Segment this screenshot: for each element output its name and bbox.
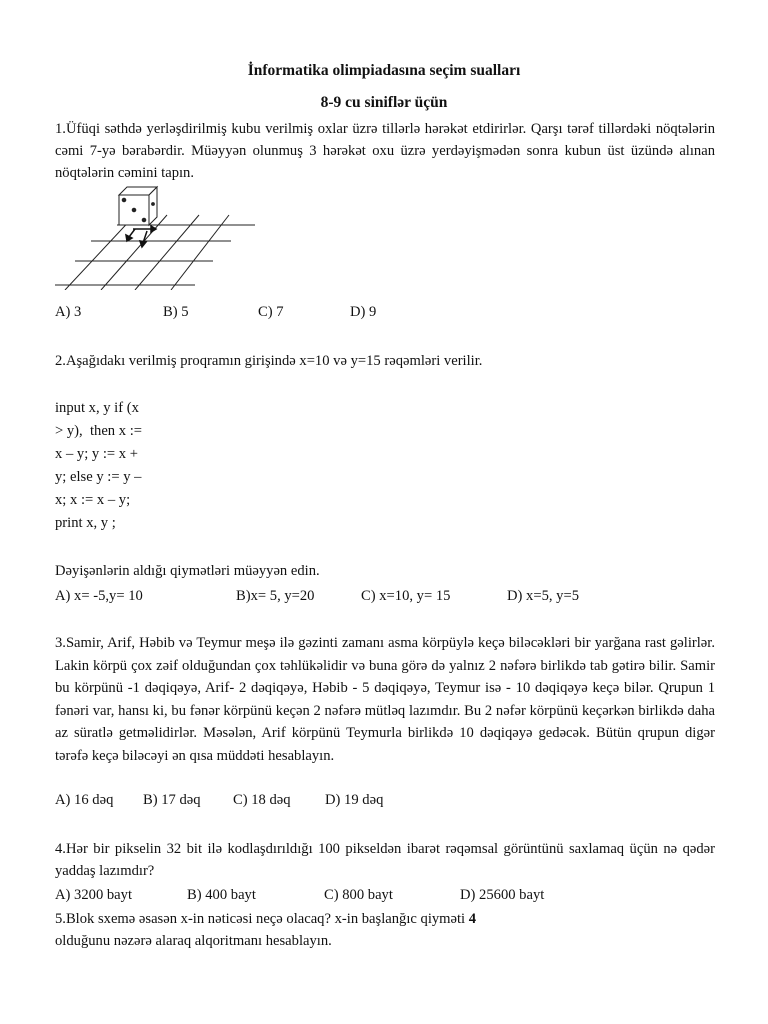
question-5-line-1 bbox=[55, 908, 476, 930]
question-3-text: 3.Samir, Arif, Həbib və Teymur meşə ilə gəzinti zamanı asma körpüylə keçə biləcəkləri bir yarğana rast gəlirlər. Lakin körpü çox zəif olduğundan çox təhlükəlidir və buna görə də yalnız 2 nəfərə birlikdə tab gətirə bilir. Samir bu körpünü -1 dəqiqəyə, Arif- 2 dəqiqəyə, Həbib - 5 dəqiqəyə, Teymur isə - 10 dəqiqəyə keçə bilər. Qrupun 1 fənəri var, hansı ki, bu fənər körpünü keçən 2 nəfərə mütləq lazımdır. Bu 2 nəfər körpünü keçərkən birlikdə daha az süratlə getməlidirlər. Məsələn, Arif körpünü Teymurla birlikdə 10 dəqiqəyə gedəcək. Bütün qrupun digər tərəfə keçə biləcəyi ən qısa müddəti hesablayın. bbox=[55, 635, 715, 764]
q2-option-c[interactable]: C) x=10, y= 15 bbox=[361, 588, 451, 604]
q1-option-c[interactable]: C) 7 bbox=[258, 304, 284, 320]
question-2-text: 2.Aşağıdakı verilmiş proqramın girişində x=10 və y=15 rəqəmləri verilir. bbox=[55, 353, 483, 369]
q3-option-a[interactable]: A) 16 dəq bbox=[55, 792, 114, 808]
question-1-text: 1.Üfüqi səthdə yerləşdirilmiş kubu verilmiş oxlar üzrə tillərlə hərəkət etdirirlər. Qarşı tərəf tillərdəki nöqtələrin cəmi 7-yə bərabərdir. Müəyyən olunmuş 3 hərəkət oxu üzrə yerdəyişmədən sonra kubun üst üzündə alınan nöqtələrin cəmini tapın. bbox=[55, 121, 715, 181]
q4-option-c[interactable]: C) 800 bayt bbox=[324, 887, 393, 903]
code-line-4: y; else y := y – bbox=[55, 469, 142, 485]
grid-lines bbox=[55, 215, 255, 290]
q4-option-b[interactable]: B) 400 bayt bbox=[187, 887, 256, 903]
cube-icon bbox=[119, 187, 157, 225]
q3-option-d[interactable]: D) 19 dəq bbox=[325, 792, 384, 808]
q1-option-a[interactable]: A) 3 bbox=[55, 304, 82, 320]
document-title: İnformatika olimpiadasına seçim sualları bbox=[247, 62, 521, 79]
question-2-prompt: Dəyişənlərin aldığı qiymətləri müəyyən edin. bbox=[55, 563, 320, 579]
question-5-initial-value: 4 bbox=[468, 911, 477, 927]
q1-option-b[interactable]: B) 5 bbox=[163, 304, 189, 320]
q2-option-a[interactable]: A) x= -5,y= 10 bbox=[55, 588, 143, 604]
cube-grid-figure bbox=[55, 185, 265, 290]
code-line-1: input x, y if (x bbox=[55, 400, 139, 416]
q4-option-a[interactable]: A) 3200 bayt bbox=[55, 887, 133, 903]
document-subtitle: 8-9 cu siniflər üçün bbox=[320, 94, 448, 111]
q4-option-d[interactable]: D) 25600 bayt bbox=[460, 887, 545, 903]
code-line-5: x; x := x – y; bbox=[55, 492, 131, 508]
question-4-text: 4.Hər bir pikselin 32 bit ilə kodlaşdırıldığı 100 pikseldən ibarət rəqəmsal görüntünü saxlamaq üçün nə qədər yaddaş lazımdır? bbox=[55, 841, 715, 879]
movement-arrows-icon bbox=[126, 226, 156, 247]
question-5-line-2: olduğunu nəzərə alaraq alqoritmanı hesablayın. bbox=[55, 933, 332, 949]
code-line-6: print x, y ; bbox=[55, 515, 116, 531]
q1-option-d[interactable]: D) 9 bbox=[350, 304, 377, 320]
q3-option-c[interactable]: C) 18 dəq bbox=[233, 792, 291, 808]
code-line-3: x – y; y := x + bbox=[55, 446, 138, 462]
q3-option-b[interactable]: B) 17 dəq bbox=[143, 792, 201, 808]
q2-option-b[interactable]: B)x= 5, y=20 bbox=[236, 588, 315, 604]
question-5-text: 5.Blok sxemə əsasən x-in nəticəsi neçə olacaq? x-in başlanğıc qiyməti bbox=[55, 911, 469, 927]
q2-option-d[interactable]: D) x=5, y=5 bbox=[507, 588, 579, 604]
code-line-2: > y), then x := bbox=[55, 423, 142, 439]
